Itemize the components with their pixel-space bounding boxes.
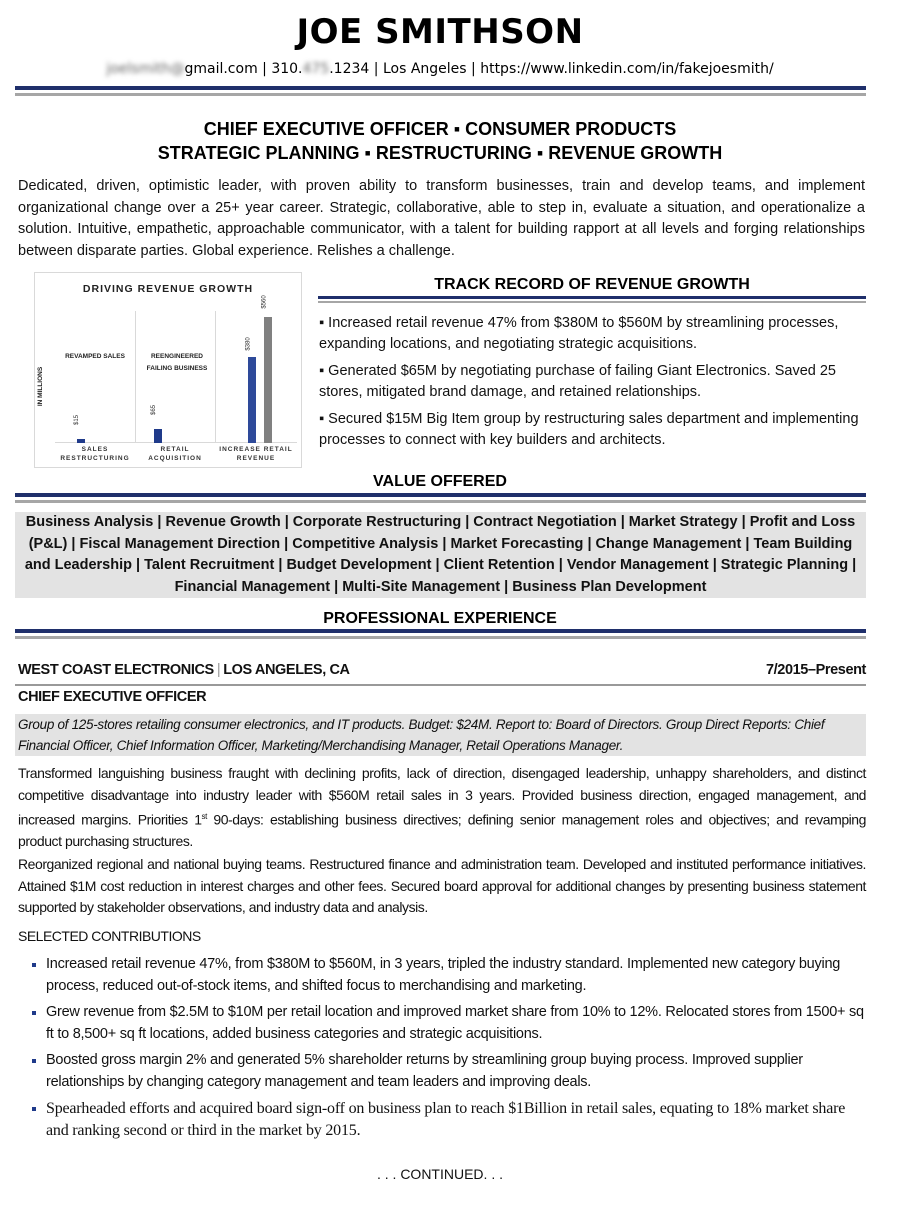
superscript: st [201,812,207,821]
separator: | [216,662,221,678]
contribution-item: Grew revenue from $2.5M to $10M per retail location and improved market share from 10% to 12%. Relocated stores from 1500+ sq ft to 8,500+ sq ft locations, added business categories and strategic acquisitions. [30,1002,866,1045]
bar-value-label: $560 [261,295,268,309]
chart-annotation: REENGINEERED FAILING BUSINESS [146,353,208,372]
track-record-list [319,313,869,457]
bar-retail-acquisition [154,429,162,443]
experience-rule [15,629,866,639]
chart-divider [215,311,216,443]
job-paragraph-1 [18,763,866,853]
bar-retail-revenue-before [248,357,256,443]
chart-annotation: REVAMPED SALES [65,353,125,360]
job-location: LOS ANGELES, CA [223,662,350,678]
email-redacted: joelsmith@ [106,61,185,77]
chart-baseline [55,442,297,443]
contributions-list [30,954,866,1146]
bar-value-label: $380 [245,337,252,351]
separator: | [466,61,481,77]
phone-prefix: 310. [271,61,303,77]
contributions-heading: SELECTED CONTRIBUTIONS [18,928,201,944]
company-name: WEST COAST ELECTRONICS [18,662,214,678]
job-dates: 7/2015–Present [765,662,866,678]
track-record-item: ▪ Secured $15M Big Item group by restructuring sales department and implementing processes to connect with key builders and architects. [319,411,859,448]
track-record-item: ▪ Increased retail revenue 47% from $380M to $560M by streamlining processes, expanding locations, and negotiating strategic acquisitions. [319,315,839,352]
chart-divider [135,311,136,443]
chart-category-label: INCREASE RETAIL REVENUE [219,446,293,462]
job-title: CHIEF EXECUTIVE OFFICER [18,689,207,705]
headline-line-1: CHIEF EXECUTIVE OFFICER ▪ CONSUMER PRODUCTS [203,119,677,139]
summary-paragraph: Dedicated, driven, optimistic leader, with proven ability to transform businesses, train and develop teams, and implement organizational change over a 25+ year career. Strategic, collaborative, able to step in, evaluate a situation, and operationalize a solution. Intuitive, empathetic, approachable communicator, with a talent for building rapport at all levels and forging relationships between disparate parties. Global experience. Relishes a challenge. [18,178,865,259]
track-record-rule [318,296,866,303]
bar-sales-restructuring [77,439,85,443]
contribution-item: Boosted gross margin 2% and generated 5% shareholder returns by streamlining group buying process. Improved supplier relationships by changing category management and team leaders and improving deals. [30,1050,866,1093]
location: Los Angeles [382,61,467,77]
job-description: Group of 125-stores retailing consumer electronics, and IT products. Budget: $24M. Report to: Board of Directors. Group Direct Reports: Chief Financial Officer, Chief Information Officer, Marketing/Merchandising Manager, Retail Operations Manager. [15,714,866,756]
job-header [18,662,866,678]
separator: | [369,61,383,77]
track-record-item: ▪ Generated $65M by negotiating purchase of failing Giant Electronics. Saved 25 stores, mitigated brand damage, and retained relationships. [319,363,836,400]
phone-suffix: .1234 [329,61,370,77]
header-rule [15,86,866,96]
value-offered-title: VALUE OFFERED [373,473,507,490]
linkedin-link[interactable]: https://www.linkedin.com/in/fakejoesmith/ [480,61,774,77]
paragraph-text: 90-days: establishing business directives; defining senior management roles and objectives; and revamping product purchasing structures. [18,811,866,850]
experience-title: PROFESSIONAL EXPERIENCE [323,610,557,627]
contribution-item: Spearheaded efforts and acquired board sign-off on business plan to reach $1Billion in retail sales, equating to 18% market share and ranking second or third in the market by 2015. [30,1098,866,1141]
track-record-title: TRACK RECORD OF REVENUE GROWTH [434,276,750,293]
contact-line [0,61,880,77]
value-offered-rule [15,493,866,503]
headline [0,117,880,165]
candidate-name: JOE SMITHSON [296,12,584,52]
revenue-growth-chart [34,272,302,468]
chart-title: DRIVING REVENUE GROWTH [82,283,254,295]
chart-category-label: RETAIL ACQUISITION [148,446,202,462]
bar-retail-revenue-after [264,317,272,443]
contribution-item: Increased retail revenue 47%, from $380M to $560M, in 3 years, tripled the industry standard. Implemented new category buying process, reduced out-of-stock items, and shifted focus to merchandising and marketing. [30,954,866,997]
chart-plot-area [55,295,297,443]
skills-block: Business Analysis | Revenue Growth | Corporate Restructuring | Contract Negotiation | Market Strategy | Profit and Loss (P&L) | Fiscal Management Direction | Competitive Analysis | Market Forecasting | Change Management | Team Building and Leadership | Talent Recruitment | Budget Development | Client Retention | Vendor Management | Strategic Planning | Financial Management | Multi-Site Management | Business Plan Development [15,512,866,598]
continued-marker: . . . CONTINUED. . . [376,1166,503,1182]
paragraph-text: Transformed languishing business fraught with declining profits, lack of direction, disengaged leadership, unhappy shareholders, and distinct competitive disadvantage into industry leader with $560M retail sales in 3 years. Provided business direction, engaged management, and increased margins. Priorities 1 [18,765,866,828]
chart-y-axis-label: IN MILLIONS [37,366,45,407]
chart-category-label: SALES RESTRUCTURING [60,446,130,462]
email-domain: gmail.com [184,61,258,77]
bar-value-label: $15 [74,414,81,426]
separator: | [257,61,272,77]
headline-line-2: STRATEGIC PLANNING ▪ RESTRUCTURING ▪ REVENUE GROWTH [157,143,723,163]
phone-redacted: 475 [302,61,330,77]
bar-value-label: $65 [151,404,158,416]
job-paragraph-2: Reorganized regional and national buying teams. Restructured finance and administration team. Developed and instituted performance initiatives. Attained $1M cost reduction in interest charges and other fees. Secured board approval for additional changes by presenting business statement supported by stakeholder observations, and industry data and analysis. [18,856,866,915]
job-rule [15,684,866,686]
